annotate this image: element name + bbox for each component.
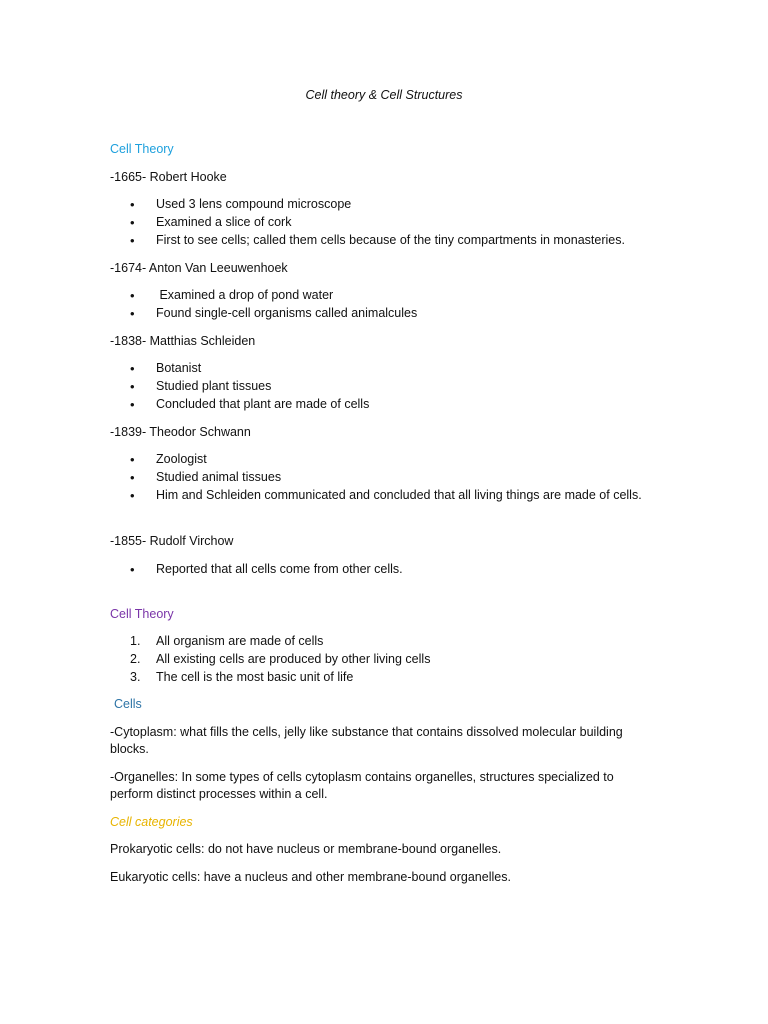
list-item-text: Botanist	[156, 361, 202, 375]
entry-label: -1665- Robert Hooke	[110, 170, 227, 184]
list-item-text: Concluded that plant are made of cells	[156, 397, 370, 411]
list-item-text: First to see cells; called them cells because of the tiny compartments in monasteries.	[156, 233, 625, 247]
item-number: 1.	[130, 634, 141, 648]
bullet-icon: •	[130, 452, 135, 467]
section-heading-cell-theory: Cell Theory	[110, 142, 174, 156]
bullet-icon: •	[130, 215, 135, 230]
bullet-icon: •	[130, 288, 135, 303]
entry-label: -1838- Matthias Schleiden	[110, 334, 256, 348]
numbered-item-text: The cell is the most basic unit of life	[156, 670, 354, 684]
list-item-text: Reported that all cells come from other cells.	[156, 562, 403, 576]
entry-label: -1674- Anton Van Leeuwenhoek	[110, 261, 288, 275]
bullet-icon: •	[130, 397, 135, 412]
section-heading-cells: Cells	[114, 697, 142, 711]
paragraph-eukaryotic: Eukaryotic cells: have a nucleus and other membrane-bound organelles.	[110, 870, 511, 884]
bullet-icon: •	[130, 197, 135, 212]
paragraph-cytoplasm: -Cytoplasm: what fills the cells, jelly like substance that contains dissolved molecular building blocks.	[110, 725, 623, 756]
list-item-text: Studied plant tissues	[156, 379, 272, 393]
section-heading-cell-theory-tenets: Cell Theory	[110, 607, 174, 621]
entry-label: -1855- Rudolf Virchow	[110, 534, 234, 548]
paragraph-prokaryotic: Prokaryotic cells: do not have nucleus or membrane-bound organelles.	[110, 842, 502, 856]
list-item-text: Found single-cell organisms called animalcules	[156, 306, 418, 320]
section-heading-cell-categories: Cell categories	[110, 815, 193, 829]
item-number: 2.	[130, 652, 141, 666]
entry-label: -1839- Theodor Schwann	[110, 425, 251, 439]
bullet-icon: •	[130, 562, 135, 577]
bullet-icon: •	[130, 306, 135, 321]
list-item-text: Him and Schleiden communicated and concluded that all living things are made of cells.	[156, 488, 642, 502]
bullet-icon: •	[130, 470, 135, 485]
list-item-text: Studied animal tissues	[156, 470, 282, 484]
numbered-item-text: All existing cells are produced by other living cells	[156, 652, 431, 666]
item-number: 3.	[130, 670, 141, 684]
document-title: Cell theory & Cell Structures	[305, 88, 463, 102]
bullet-icon: •	[130, 488, 135, 503]
list-item-text: Examined a slice of cork	[156, 215, 292, 229]
list-item-text: Zoologist	[156, 452, 207, 466]
bullet-icon: •	[130, 233, 135, 248]
bullet-icon: •	[130, 379, 135, 394]
paragraph-organelles: -Organelles: In some types of cells cytoplasm contains organelles, structures specialized to perform distinct processes within a cell.	[110, 770, 614, 801]
bullet-icon: •	[130, 361, 135, 376]
list-item-text: Examined a drop of pond water	[156, 288, 334, 302]
numbered-item-text: All organism are made of cells	[156, 634, 324, 648]
list-item-text: Used 3 lens compound microscope	[156, 197, 352, 211]
